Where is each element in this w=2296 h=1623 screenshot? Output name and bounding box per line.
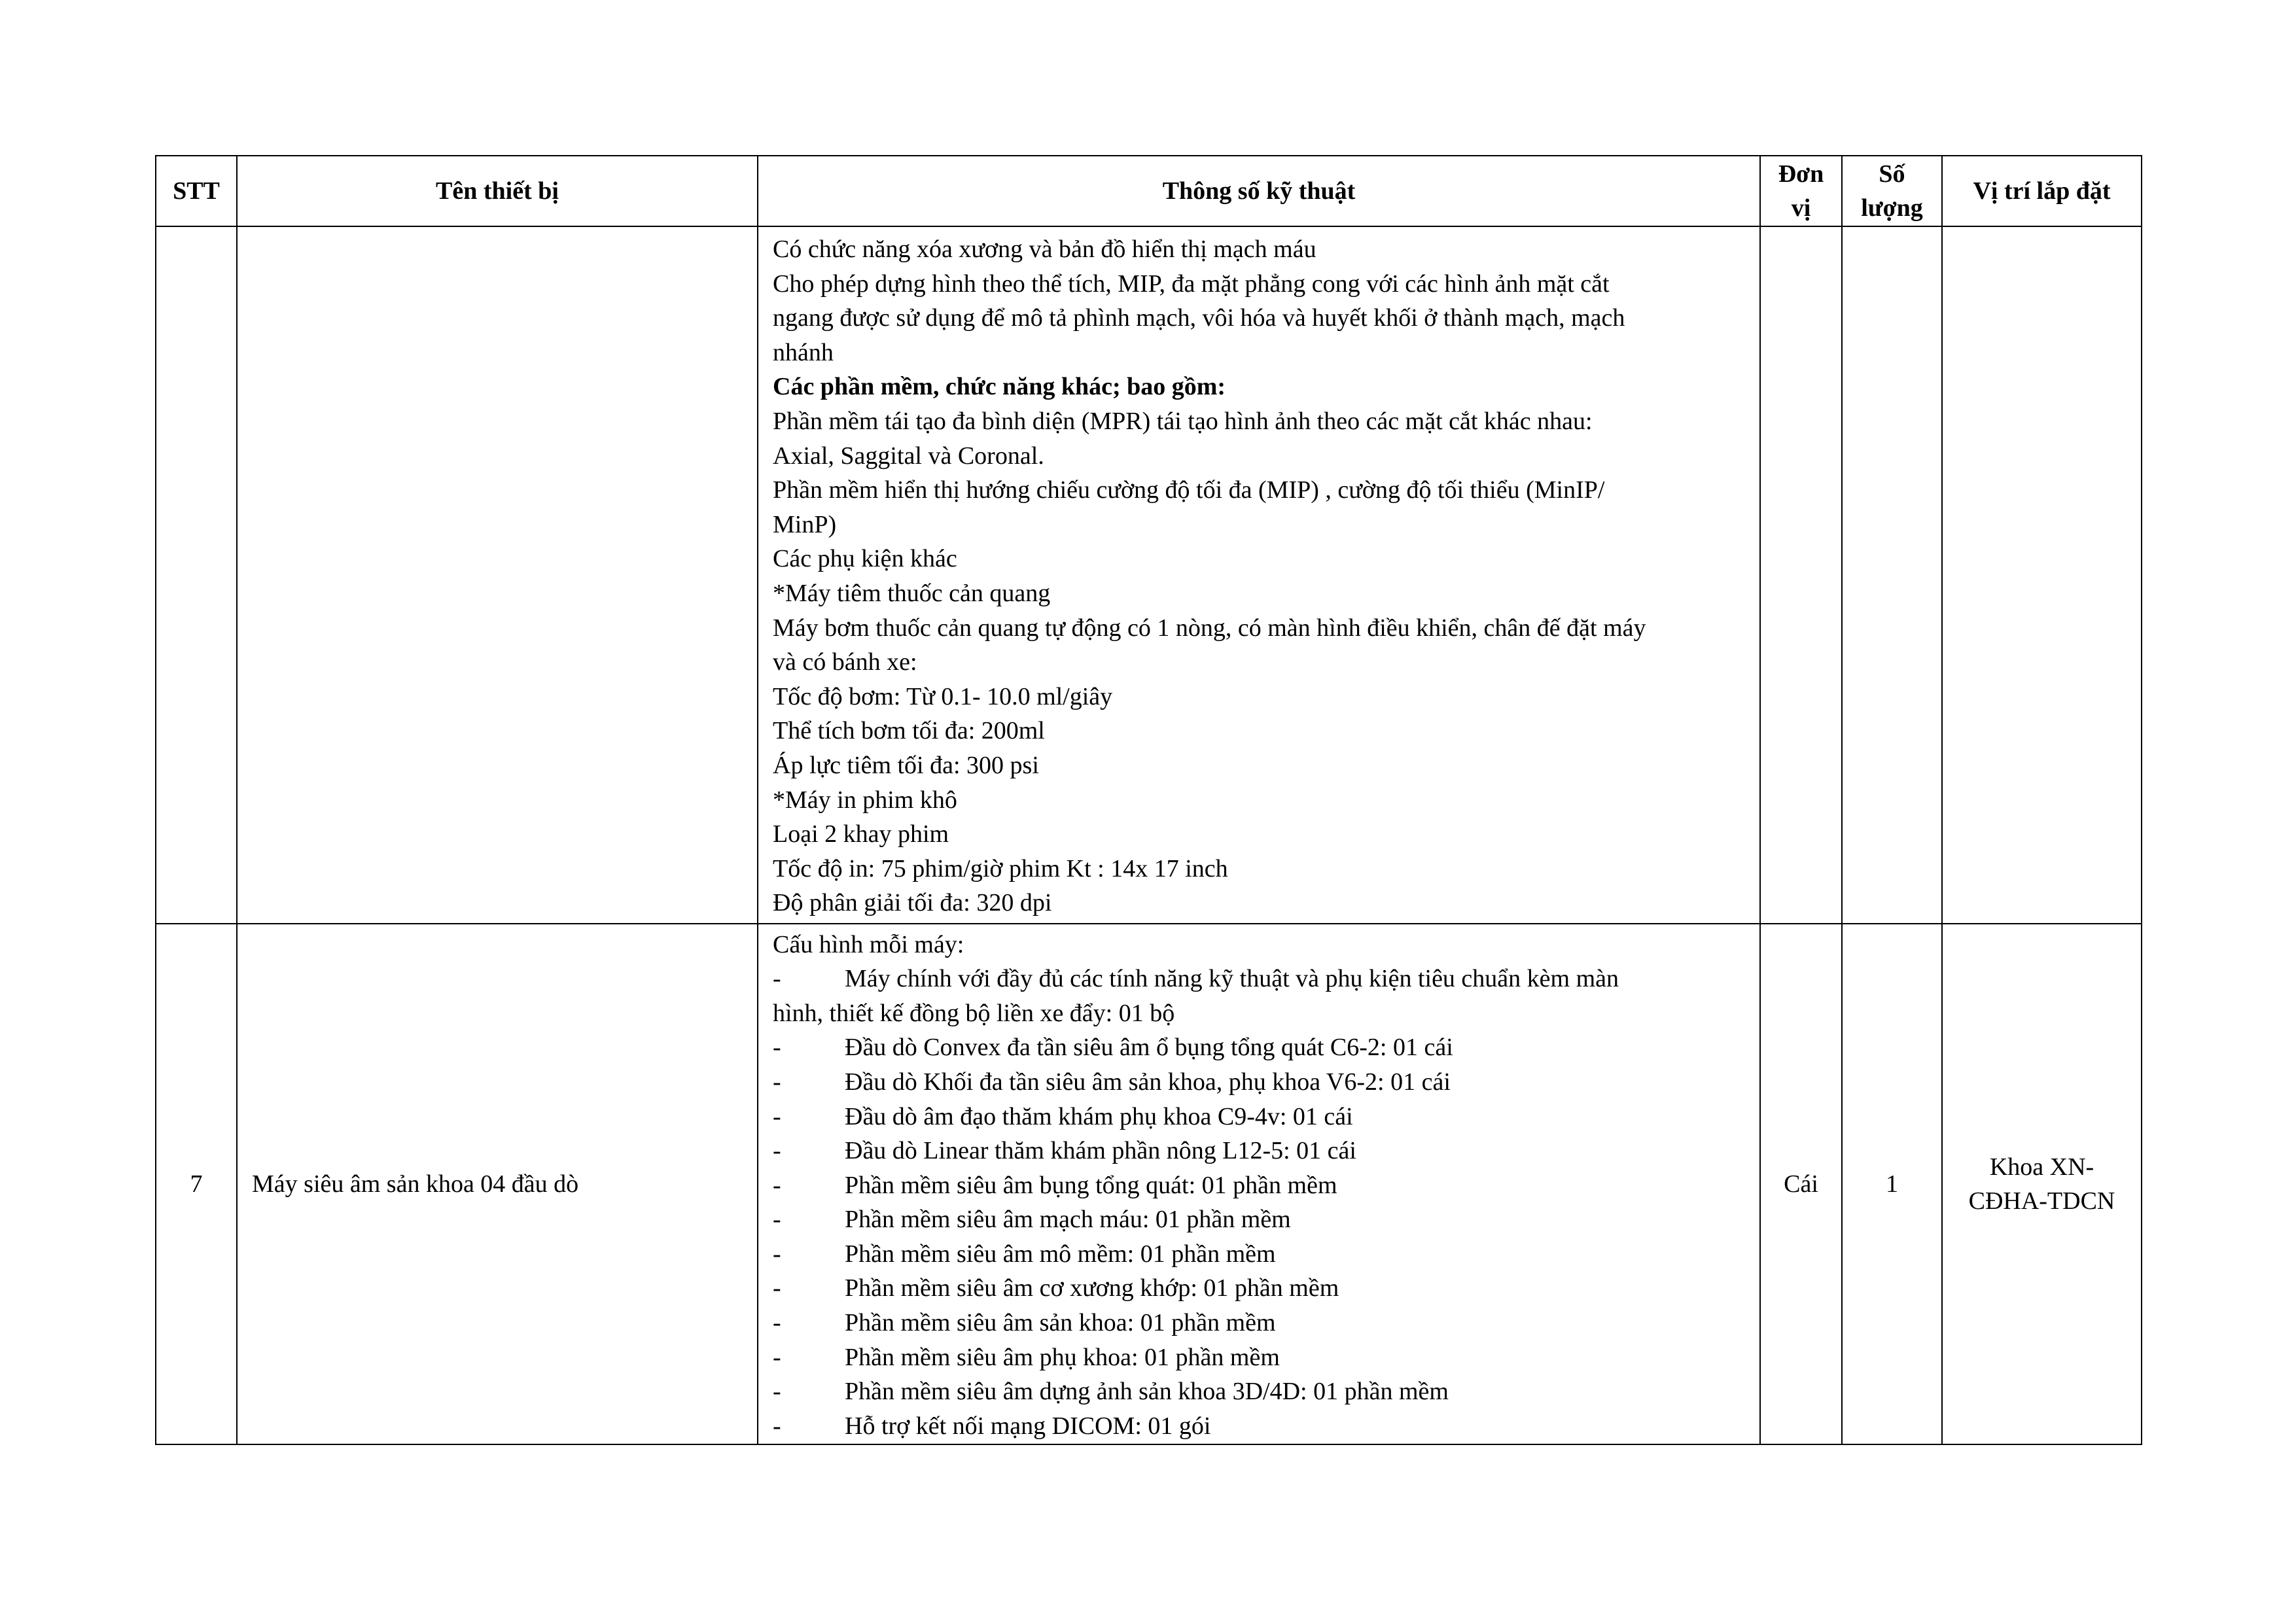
list-item-text: Đầu dò Convex đa tần siêu âm ổ bụng tổng quát C6-2: 01 cái [845,1034,1453,1062]
list-dash: - [773,1068,781,1096]
spec-line: Các phụ kiện khác [773,545,957,573]
spec-line: Cho phép dựng hình theo thể tích, MIP, đa mặt phẳng cong với các hình ảnh mặt cắt [773,270,1610,298]
spec-list-item [773,1374,1744,1409]
spec-list-item [773,1168,1744,1203]
list-item-text: Máy chính với đầy đủ các tính năng kỹ thuật và phụ kiện tiêu chuẩn kèm màn [845,965,1619,993]
spec-line: Độ phân giải tối đa: 320 dpi [773,889,1052,917]
spec-list-item [773,1271,1744,1306]
table-row [156,924,2142,1444]
row2-location-line1: Khoa XN- [1989,1153,2094,1181]
spec-line: Cấu hình mỗi máy: [773,930,964,958]
row2-device-name: Máy siêu âm sản khoa 04 đầu dò [237,924,758,1444]
spec-list-item [773,962,1744,996]
list-item-text: Hỗ trợ kết nối mạng DICOM: 01 gói [845,1412,1211,1440]
list-item-text: Phần mềm siêu âm mạch máu: 01 phần mềm [845,1206,1291,1234]
spec-line: và có bánh xe: [773,648,917,676]
list-dash: - [773,1171,781,1199]
spec-list-item [773,1100,1744,1134]
list-dash: - [773,1206,781,1234]
row1-qty-cell [1842,226,1942,924]
spec-line: Phần mềm tái tạo đa bình diện (MPR) tái tạo hình ảnh theo các mặt cắt khác nhau: [773,408,1593,436]
spec-line: Tốc độ in: 75 phim/giờ phim Kt : 14x 17 inch [773,854,1228,882]
row2-unit: Cái [1760,924,1842,1444]
list-dash: - [773,1309,781,1337]
spec-list-item [773,1065,1744,1100]
row2-qty: 1 [1842,924,1942,1444]
spec-line: ngang được sử dụng để mô tả phình mạch, vôi hóa và huyết khối ở thành mạch, mạch [773,304,1625,332]
list-item-text: Đầu dò Linear thăm khám phần nông L12-5: 01 cái [845,1137,1356,1165]
spec-list-item [773,996,1744,1031]
equipment-spec-table [155,155,2142,1445]
spec-list-item [773,1237,1744,1272]
header-so-luong-line1: Số [1879,160,1905,188]
list-item-text: Phần mềm siêu âm sản khoa: 01 phần mềm [845,1309,1276,1337]
spec-line: Thể tích bơm tối đa: 200ml [773,717,1045,745]
spec-line: Có chức năng xóa xương và bản đồ hiển thị mạch máu [773,236,1316,264]
spec-section-heading: Các phần mềm, chức năng khác; bao gồm: [773,373,1226,401]
row2-spec-cell [758,924,1760,1444]
list-item-text: Phần mềm siêu âm dựng ảnh sản khoa 3D/4D: 01 phần mềm [845,1378,1449,1406]
spec-line: MinP) [773,510,837,538]
row2-location-line2: CĐHA-TDCN [1968,1187,2115,1215]
spec-list-item [773,1202,1744,1237]
header-stt: STT [156,156,237,226]
list-item-text: Đầu dò âm đạo thăm khám phụ khoa C9-4v: 01 cái [845,1102,1353,1130]
header-thong-so: Thông số kỹ thuật [758,156,1760,226]
spec-list-item [773,1030,1744,1065]
list-dash: - [773,1274,781,1302]
row1-spec-cell [758,226,1760,924]
spec-line: *Máy tiêm thuốc cản quang [773,580,1051,607]
spec-line: nhánh [773,338,834,366]
header-row [156,156,2142,226]
spec-line: Axial, Saggital và Coronal. [773,442,1044,470]
list-dash: - [773,1412,781,1440]
list-dash: - [773,1343,781,1371]
header-don-vi-line2: vị [1791,194,1811,222]
list-item-text: Phần mềm siêu âm cơ xương khớp: 01 phần mềm [845,1274,1339,1302]
list-item-text: Phần mềm siêu âm mô mềm: 01 phần mềm [845,1240,1276,1268]
spec-list-item [773,1409,1744,1444]
list-item-text: hình, thiết kế đồng bộ liền xe đẩy: 01 bộ [773,999,1175,1027]
header-so-luong-line2: lượng [1861,194,1923,222]
spec-line: Áp lực tiêm tối đa: 300 psi [773,751,1039,779]
row1-name-cell [237,226,758,924]
spec-list-item [773,1134,1744,1168]
row1-location-cell [1942,226,2142,924]
row1-stt-cell [156,226,237,924]
list-dash: - [773,1240,781,1268]
spec-line: Loại 2 khay phim [773,820,949,848]
header-ten-thiet-bi: Tên thiết bị [237,156,758,226]
list-item-text: Phần mềm siêu âm phụ khoa: 01 phần mềm [845,1343,1280,1371]
header-don-vi [1760,156,1842,226]
row2-stt: 7 [156,924,237,1444]
spec-line: Máy bơm thuốc cản quang tự động có 1 nòng, có màn hình điều khiển, chân đế đặt máy [773,614,1646,642]
spec-line: Phần mềm hiển thị hướng chiếu cường độ tối đa (MIP) , cường độ tối thiểu (MinIP/ [773,476,1605,504]
list-dash: - [773,1034,781,1062]
row2-location [1942,924,2142,1444]
spec-list-item [773,1306,1744,1340]
list-dash: - [773,1378,781,1406]
list-dash: - [773,1102,781,1130]
header-don-vi-line1: Đơn [1778,160,1824,188]
spec-line: Tốc độ bơm: Từ 0.1- 10.0 ml/giây [773,682,1113,710]
spec-line: *Máy in phim khô [773,786,957,814]
list-item-text: Đầu dò Khối đa tần siêu âm sản khoa, phụ khoa V6-2: 01 cái [845,1068,1451,1096]
table-row [156,226,2142,924]
header-vi-tri: Vị trí lắp đặt [1942,156,2142,226]
header-so-luong [1842,156,1942,226]
list-dash: - [773,965,781,993]
list-dash: - [773,1137,781,1165]
spec-list-item [773,1340,1744,1375]
list-item-text: Phần mềm siêu âm bụng tổng quát: 01 phần mềm [845,1171,1337,1199]
row1-unit-cell [1760,226,1842,924]
